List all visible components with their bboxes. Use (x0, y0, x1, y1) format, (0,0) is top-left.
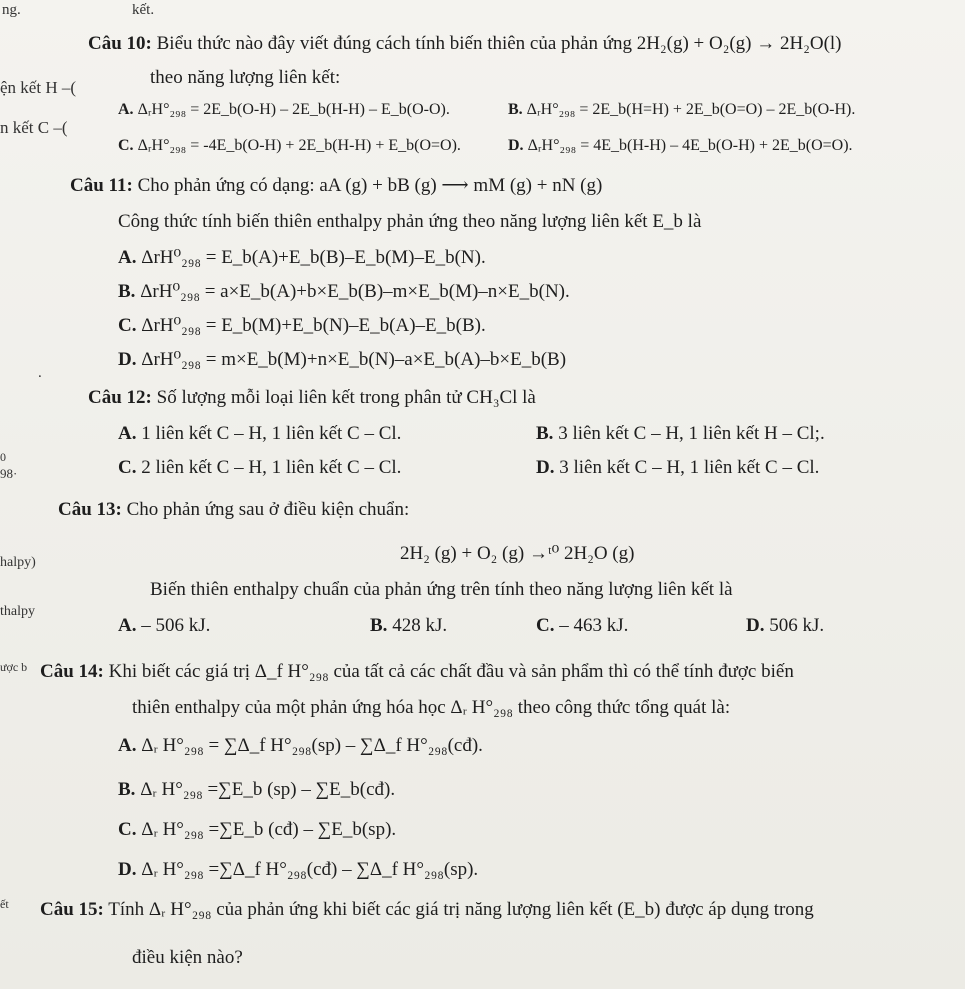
option-10-b: B. ΔᵣH°₂₉₈ = 2E_b(H=H) + 2E_b(O=O) – 2E_b(O-H). (508, 101, 856, 118)
option-10-a: A. ΔᵣH°₂₉₈ = 2E_b(O-H) – 2E_b(H-H) – E_b(O-O). (118, 101, 450, 118)
option-12-d: D. 3 liên kết C – H, 1 liên kết C – Cl. (536, 457, 820, 478)
question-text-continued: Công thức tính biến thiên enthalpy phản ứng theo năng lượng liên kết E_b là (118, 211, 702, 232)
option-14-d: D. Δᵣ H°₂₉₈ =∑Δ_f H°₂₉₈(cđ) – ∑Δ_f H°₂₉₈(sp). (118, 859, 479, 880)
option-13-b: B. 428 kJ. (370, 615, 448, 636)
question-text: Số lượng mỗi loại liên kết trong phân tử CH₃Cl là (156, 387, 536, 408)
reaction-equation: 2H₂ (g) + O₂ (g) →ᵗ⁰ 2H₂O (g) (400, 543, 635, 564)
question-label: Câu 12: (88, 387, 152, 408)
question-text-continued: điều kiện nào? (132, 947, 243, 968)
option-14-a: A. Δᵣ H°₂₉₈ = ∑Δ_f H°₂₉₈(sp) – ∑Δ_f H°₂₉₈(cđ). (118, 735, 483, 756)
question-11 (70, 174, 602, 198)
question-12 (88, 386, 536, 410)
option-12-b: B. 3 liên kết C – H, 1 liên kết H – Cl;. (536, 423, 825, 444)
option-11-d: D. ΔrH⁰₂₉₈ = m×E_b(M)+n×E_b(N)–a×E_b(A)–b×E_b(B) (118, 349, 567, 370)
margin-fragment: ược b (0, 660, 28, 674)
option-13-a: A. – 506 kJ. (118, 615, 211, 636)
question-text: Cho phản ứng sau ở điều kiện chuẩn: (126, 499, 410, 520)
margin-fragment: n kết C –( (0, 118, 68, 137)
margin-fragment: ng. (2, 2, 21, 18)
question-label: Câu 14: (40, 661, 104, 682)
margin-fragment: ện kết H –( (0, 78, 77, 97)
question-13 (58, 498, 409, 522)
question-10 (88, 32, 842, 56)
margin-fragment: 98· (0, 466, 18, 481)
option-11-b: B. ΔrH⁰₂₉₈ = a×E_b(A)+b×E_b(B)–m×E_b(M)–n×E_b(N). (118, 281, 570, 302)
option-14-c: C. Δᵣ H°₂₉₈ =∑E_b (cđ) – ∑E_b(sp). (118, 819, 397, 840)
option-13-c: C. – 463 kJ. (536, 615, 629, 636)
question-text-continued: thiên enthalpy của một phản ứng hóa học Δᵣ H°₂₉₈ theo công thức tổng quát là: (132, 697, 731, 718)
option-12-c: C. 2 liên kết C – H, 1 liên kết C – Cl. (118, 457, 402, 478)
margin-fragment: kết. (132, 2, 155, 18)
option-12-a: A. 1 liên kết C – H, 1 liên kết C – Cl. (118, 423, 402, 444)
margin-fragment: ết (0, 897, 9, 911)
margin-fragment: thalpy (0, 604, 35, 619)
option-10-d: D. ΔᵣH°₂₉₈ = 4E_b(H-H) – 4E_b(O-H) + 2E_b(O=O). (508, 137, 853, 154)
margin-fragment: . (38, 365, 42, 381)
option-14-b: B. Δᵣ H°₂₉₈ =∑E_b (sp) – ∑E_b(cđ). (118, 779, 396, 800)
question-text: Khi biết các giá trị Δ_f H°₂₉₈ của tất cả các chất đầu và sản phẩm thì có thể tính được biến (108, 661, 794, 682)
margin-fragment: halpy) (0, 555, 36, 570)
margin-fragment: 0 (0, 450, 6, 464)
option-13-d: D. 506 kJ. (746, 615, 825, 636)
question-15 (40, 898, 814, 922)
question-text: Cho phản ứng có dạng: aA (g) + bB (g) ⟶ mM (g) + nN (g) (137, 175, 603, 196)
question-label: Câu 11: (70, 175, 133, 196)
question-label: Câu 10: (88, 33, 152, 54)
question-14 (40, 660, 794, 684)
option-11-c: C. ΔrH⁰₂₉₈ = E_b(M)+E_b(N)–E_b(A)–E_b(B). (118, 315, 486, 336)
question-label: Câu 13: (58, 499, 122, 520)
option-10-c: C. ΔᵣH°₂₉₈ = -4E_b(O-H) + 2E_b(H-H) + E_b(O=O). (118, 137, 461, 154)
question-text: Tính Δᵣ H°₂₉₈ của phản ứng khi biết các giá trị năng lượng liên kết (E_b) được áp dụng trong (108, 899, 814, 920)
option-11-a: A. ΔrH⁰₂₉₈ = E_b(A)+E_b(B)–E_b(M)–E_b(N). (118, 247, 486, 268)
question-text-continued: Biến thiên enthalpy chuẩn của phản ứng trên tính theo năng lượng liên kết là (150, 579, 733, 600)
question-label: Câu 15: (40, 899, 104, 920)
question-text-continued: theo năng lượng liên kết: (150, 67, 341, 88)
question-text: Biểu thức nào đây viết đúng cách tính biến thiên của phản ứng 2H₂(g) + O₂(g) → 2H₂O(l) (156, 33, 842, 54)
